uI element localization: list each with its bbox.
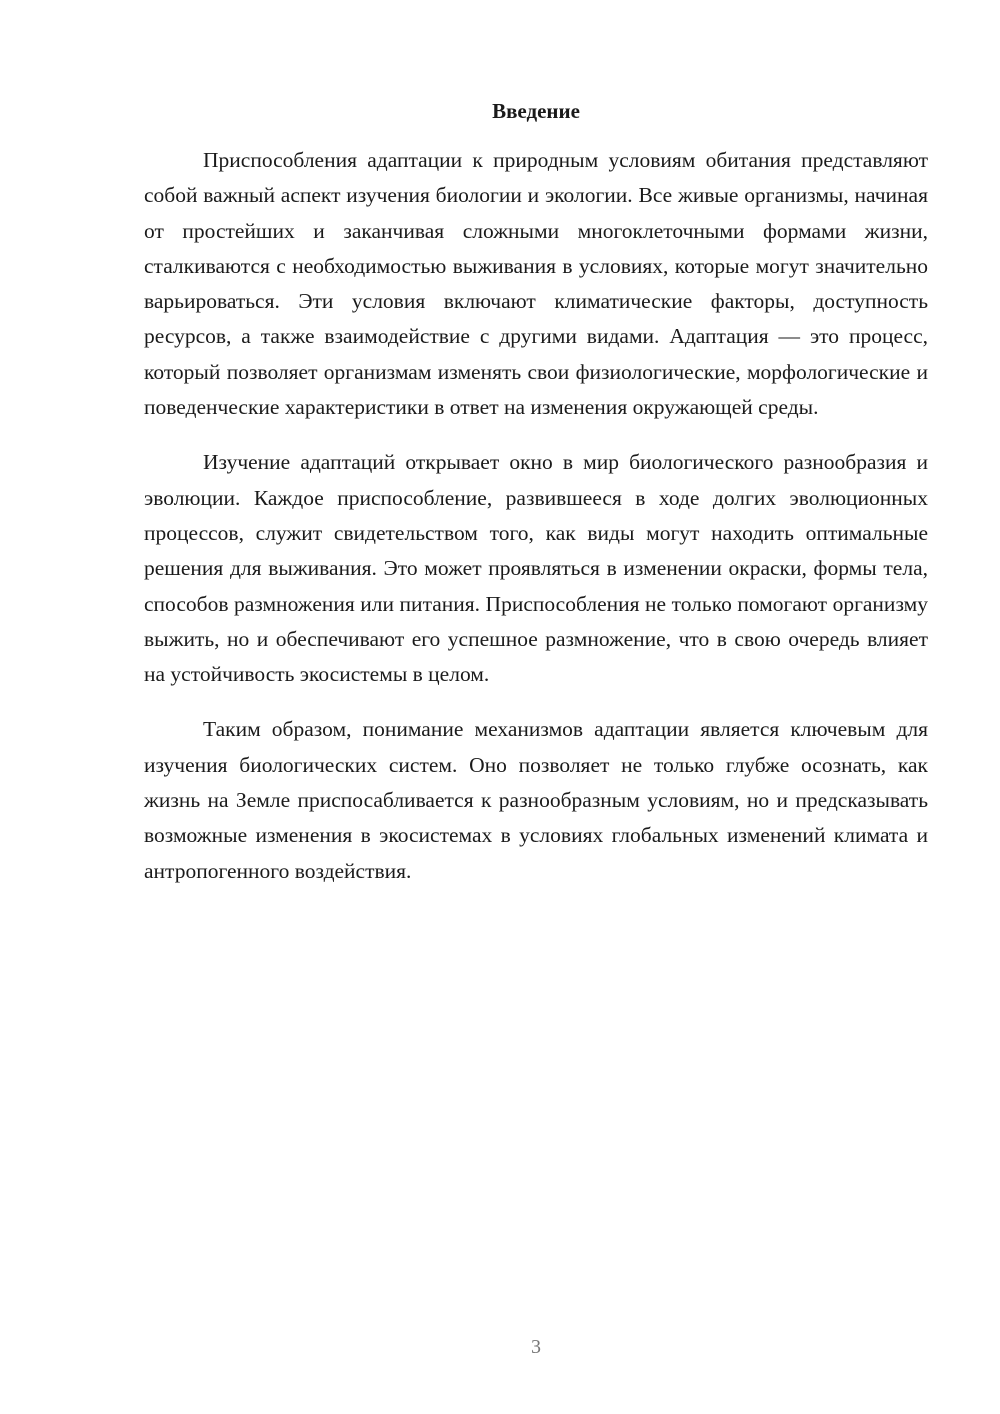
page-number: 3 (531, 1336, 541, 1358)
paragraph-3: Таким образом, понимание механизмов адаптации является ключевым для изучения биологических систем. Оно позволяет не только глубже осознать, как жизнь на Земле приспосабливается к разнообразным условиям, но и предсказывать возможные изменения в экосистемах в условиях глобальных изменений климата и антропогенного воздействия. (144, 717, 928, 883)
section-title: Введение (492, 99, 580, 123)
paragraph-1: Приспособления адаптации к природным условиям обитания представляют собой важный аспект изучения биологии и экологии. Все живые организмы, начиная от простейших и заканчивая сложными многоклеточными формами жизни, сталкиваются с необходимостью выживания в условиях, которые могут значительно варьироваться. Эти условия включают климатические факторы, доступность ресурсов, а также взаимодействие с другими видами. Адаптация — это процесс, который позволяет организмам изменять свои физиологические, морфологические и поведенческие характеристики в ответ на изменения окружающей среды. (144, 148, 928, 420)
body-text (144, 143, 928, 909)
paragraph-2: Изучение адаптаций открывает окно в мир биологического разнообразия и эволюции. Каждое приспособление, развившееся в ходе долгих эволюционных процессов, служит свидетельством того, как виды могут находить оптимальные решения для выживания. Это может проявляться в изменении окраски, формы тела, способов размножения или питания. Приспособления не только помогают организму выжить, но и обеспечивают его успешное размножение, что в свою очередь влияет на устойчивость экосистемы в целом. (144, 450, 928, 687)
